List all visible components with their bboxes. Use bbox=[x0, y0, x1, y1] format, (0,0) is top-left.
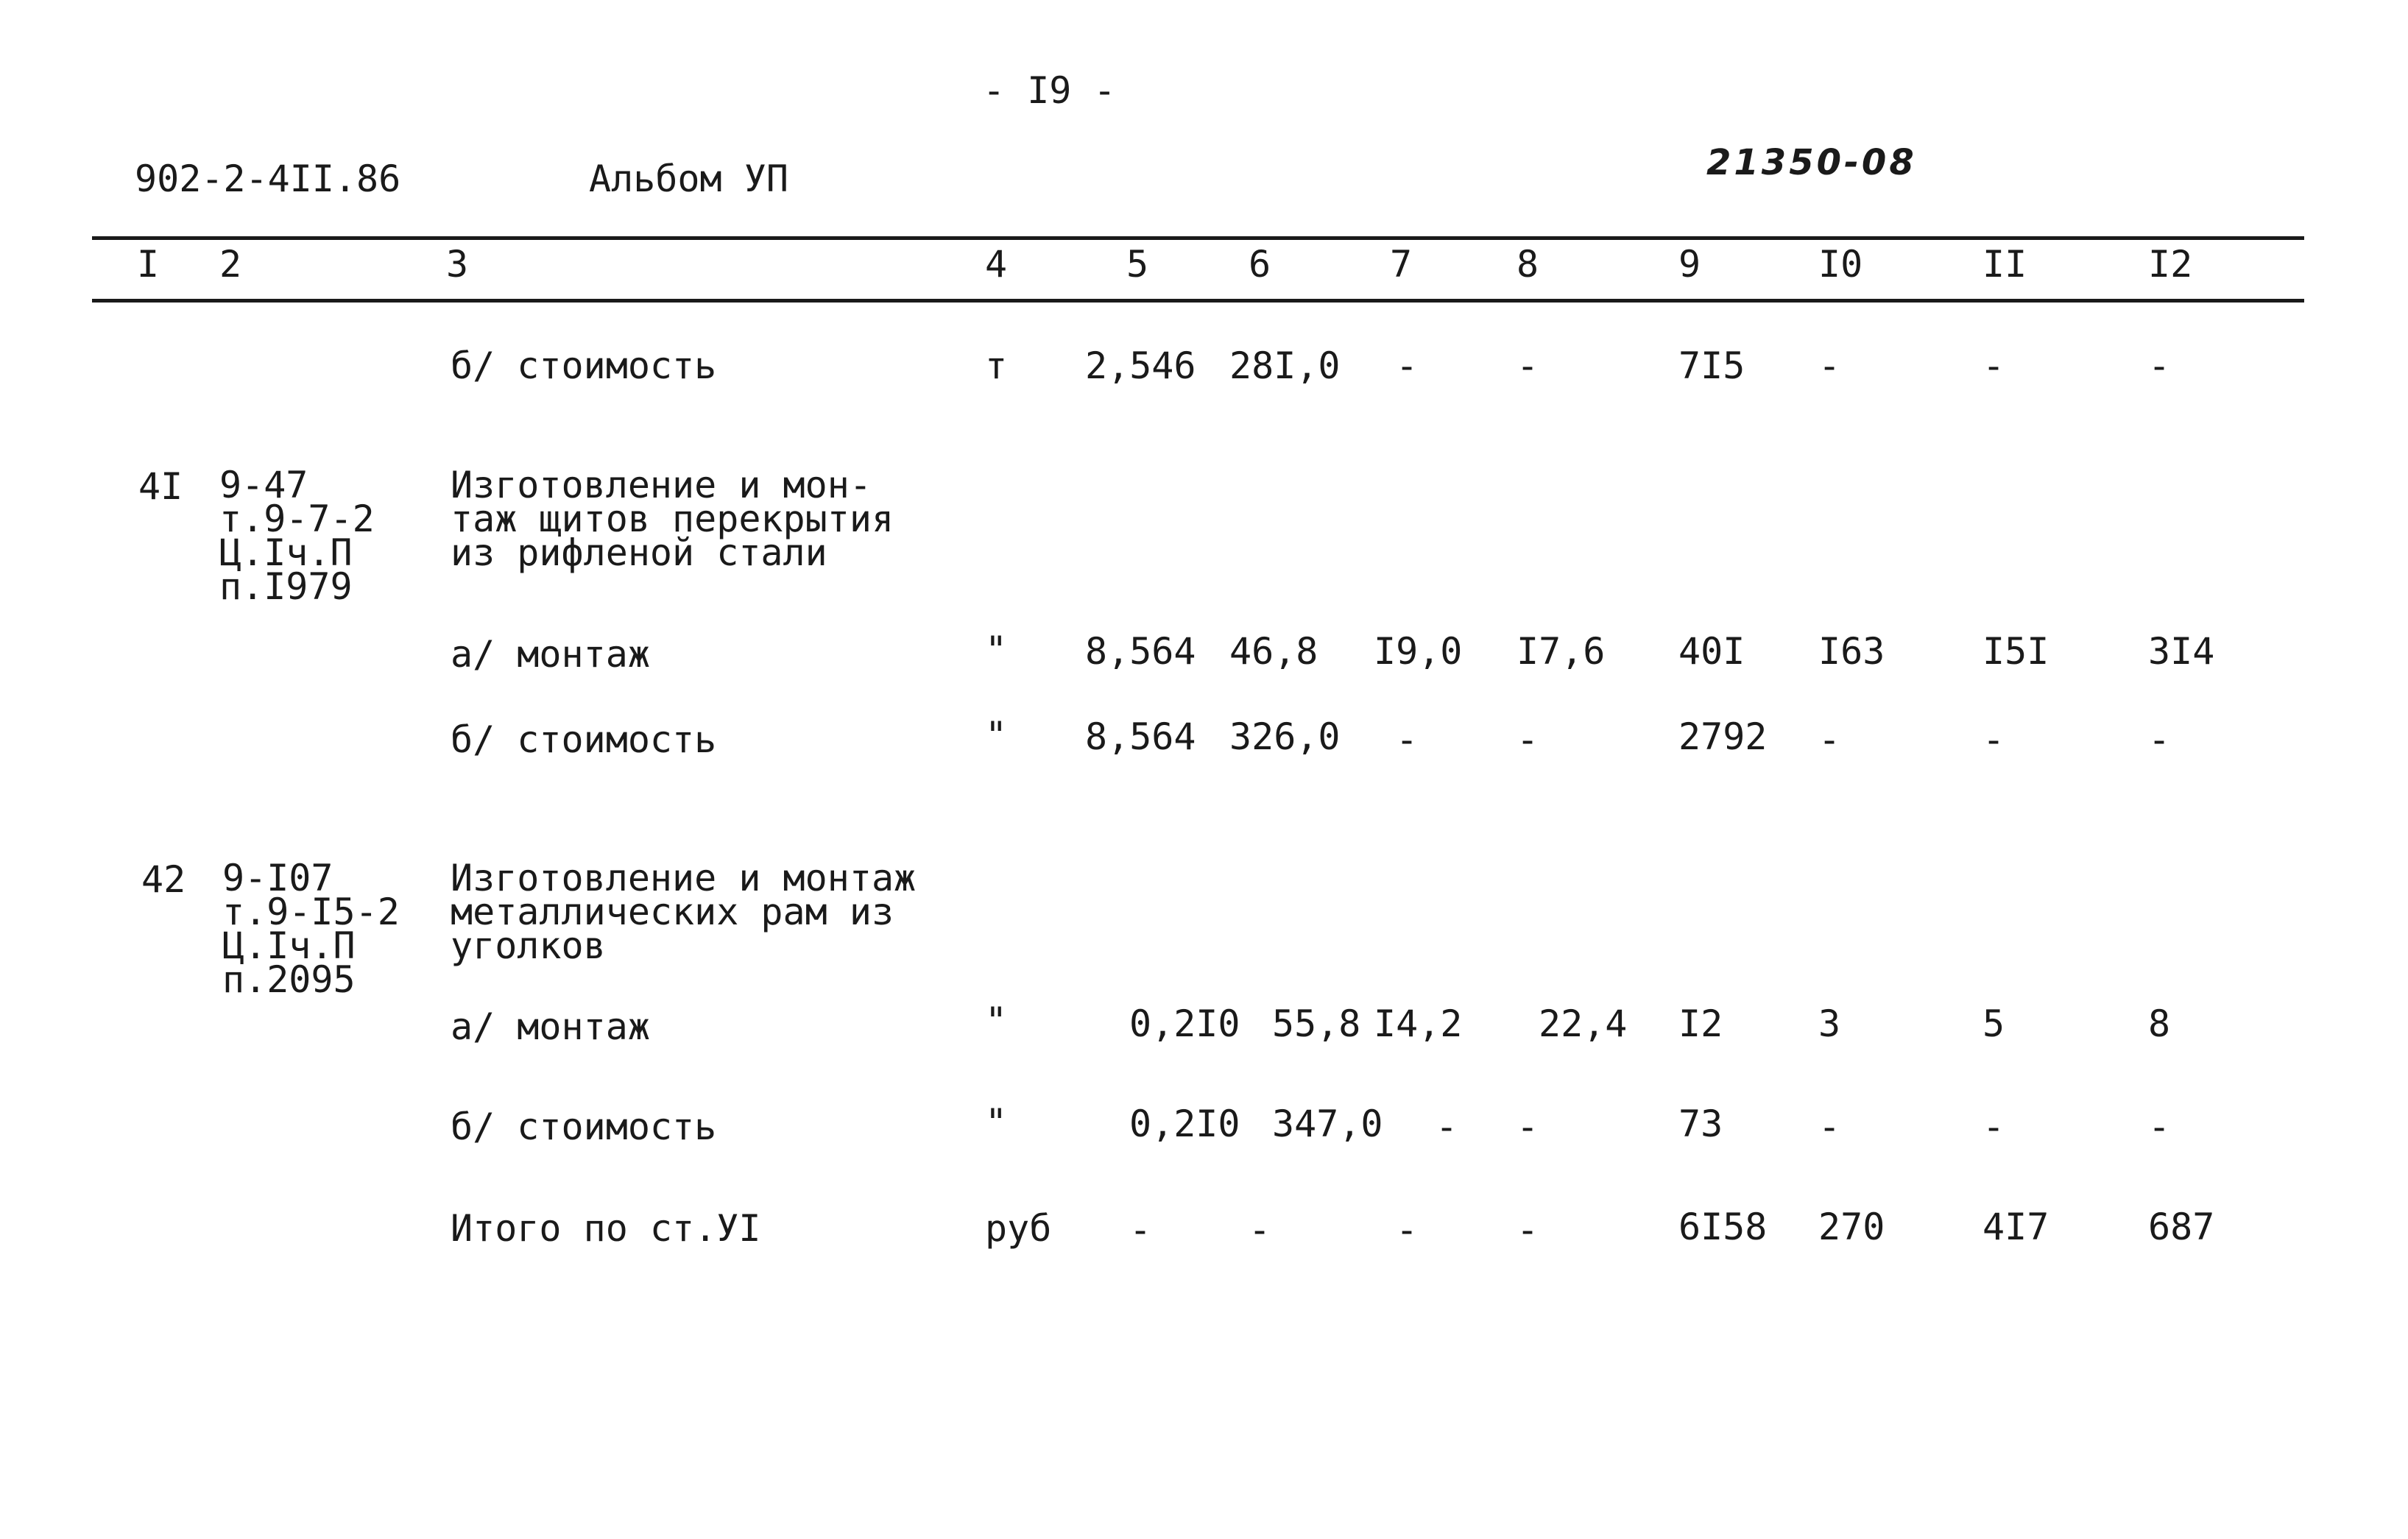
item-description: Изготовление и мон- таж щитов перекрытия из рифленой стали bbox=[451, 464, 894, 574]
value-cell: 270 bbox=[1818, 1206, 1885, 1248]
value-cell: - bbox=[2148, 1105, 2171, 1148]
item-name: б/ стоимость bbox=[451, 344, 717, 387]
column-header: 3 bbox=[446, 243, 469, 286]
item-name: а/ монтаж bbox=[451, 1005, 650, 1048]
column-header: 4 bbox=[985, 243, 1008, 286]
value-cell: - bbox=[1517, 1209, 1539, 1251]
column-header: 9 bbox=[1678, 243, 1701, 286]
value-cell: - bbox=[1396, 718, 1419, 761]
value-cell: I7,6 bbox=[1517, 630, 1606, 673]
unit-cell: т bbox=[985, 344, 1008, 387]
value-cell: I2 bbox=[1678, 1002, 1723, 1045]
value-cell: I9,0 bbox=[1374, 630, 1463, 673]
value-cell: - bbox=[1818, 718, 1841, 761]
value-cell: 73 bbox=[1678, 1103, 1723, 1145]
norm-reference: 9-47 т.9-7-2 Ц.Iч.П п.I979 bbox=[219, 464, 375, 608]
column-header: I2 bbox=[2148, 243, 2193, 286]
item-number: 42 bbox=[141, 858, 186, 901]
value-cell: - bbox=[1396, 1209, 1419, 1251]
value-cell: 2,546 bbox=[1085, 344, 1196, 387]
value-cell: 3I4 bbox=[2148, 630, 2215, 673]
value-cell: 46,8 bbox=[1229, 630, 1318, 673]
value-cell: 4I7 bbox=[1982, 1206, 2049, 1248]
table-header-rule bbox=[92, 299, 2304, 303]
column-header: 7 bbox=[1390, 243, 1413, 286]
value-cell: - bbox=[1818, 1105, 1841, 1148]
value-cell: - bbox=[1436, 1105, 1458, 1148]
value-cell: 687 bbox=[2148, 1206, 2215, 1248]
column-header: 2 bbox=[219, 243, 242, 286]
unit-cell: " bbox=[985, 714, 1008, 757]
column-header: 5 bbox=[1126, 243, 1149, 286]
value-cell: - bbox=[1982, 344, 2005, 387]
value-cell: I5I bbox=[1982, 630, 2049, 673]
value-cell: - bbox=[1982, 718, 2005, 761]
column-header: 6 bbox=[1249, 243, 1271, 286]
value-cell: 8,564 bbox=[1085, 715, 1196, 758]
unit-cell: " bbox=[985, 1101, 1008, 1144]
album-title: Альбом УП bbox=[589, 158, 788, 200]
value-cell: 55,8 bbox=[1272, 1002, 1361, 1045]
value-cell: 5 bbox=[1982, 1002, 2005, 1045]
value-cell: I63 bbox=[1818, 630, 1885, 673]
document-code: 902-2-4II.86 bbox=[135, 158, 401, 200]
value-cell: - bbox=[1517, 344, 1539, 387]
value-cell: 2792 bbox=[1678, 715, 1768, 758]
column-header: II bbox=[1982, 243, 2027, 286]
value-cell: - bbox=[2148, 718, 2171, 761]
unit-cell: " bbox=[985, 629, 1008, 671]
value-cell: 8,564 bbox=[1085, 630, 1196, 673]
inventory-stamp: 21350-08 bbox=[1706, 142, 1917, 183]
value-cell: - bbox=[1517, 1105, 1539, 1148]
value-cell: 0,2I0 bbox=[1129, 1103, 1240, 1145]
value-cell: 7I5 bbox=[1678, 344, 1745, 387]
norm-reference: 9-I07 т.9-I5-2 Ц.Iч.П п.2095 bbox=[222, 857, 400, 1001]
value-cell: 40I bbox=[1678, 630, 1745, 673]
value-cell: 326,0 bbox=[1229, 715, 1341, 758]
column-header: I0 bbox=[1818, 243, 1863, 286]
column-header: 8 bbox=[1517, 243, 1539, 286]
page-number: - I9 - bbox=[983, 69, 1116, 112]
table-top-rule bbox=[92, 236, 2304, 240]
item-name: б/ стоимость bbox=[451, 718, 717, 761]
value-cell: 6I58 bbox=[1678, 1206, 1768, 1248]
item-name: а/ монтаж bbox=[451, 633, 650, 676]
value-cell: 3 bbox=[1818, 1002, 1841, 1045]
value-cell: 347,0 bbox=[1272, 1103, 1383, 1145]
item-description: Изготовление и монтаж металлических рам из уголков bbox=[451, 857, 917, 967]
value-cell: - bbox=[1396, 344, 1419, 387]
unit-cell: руб bbox=[985, 1207, 1052, 1250]
value-cell: - bbox=[1129, 1209, 1152, 1251]
item-name: б/ стоимость bbox=[451, 1105, 717, 1148]
value-cell: 8 bbox=[2148, 1002, 2171, 1045]
value-cell: - bbox=[1818, 344, 1841, 387]
total-label: Итого по ст.УI bbox=[451, 1207, 761, 1250]
value-cell: - bbox=[1517, 718, 1539, 761]
value-cell: 28I,0 bbox=[1229, 344, 1341, 387]
unit-cell: " bbox=[985, 1000, 1008, 1042]
value-cell: I4,2 bbox=[1374, 1002, 1463, 1045]
value-cell: - bbox=[1982, 1105, 2005, 1148]
value-cell: 22,4 bbox=[1539, 1002, 1628, 1045]
value-cell: - bbox=[1249, 1209, 1271, 1251]
value-cell: 0,2I0 bbox=[1129, 1002, 1240, 1045]
column-header: I bbox=[137, 243, 160, 286]
item-number: 4I bbox=[138, 465, 183, 508]
value-cell: - bbox=[2148, 344, 2171, 387]
